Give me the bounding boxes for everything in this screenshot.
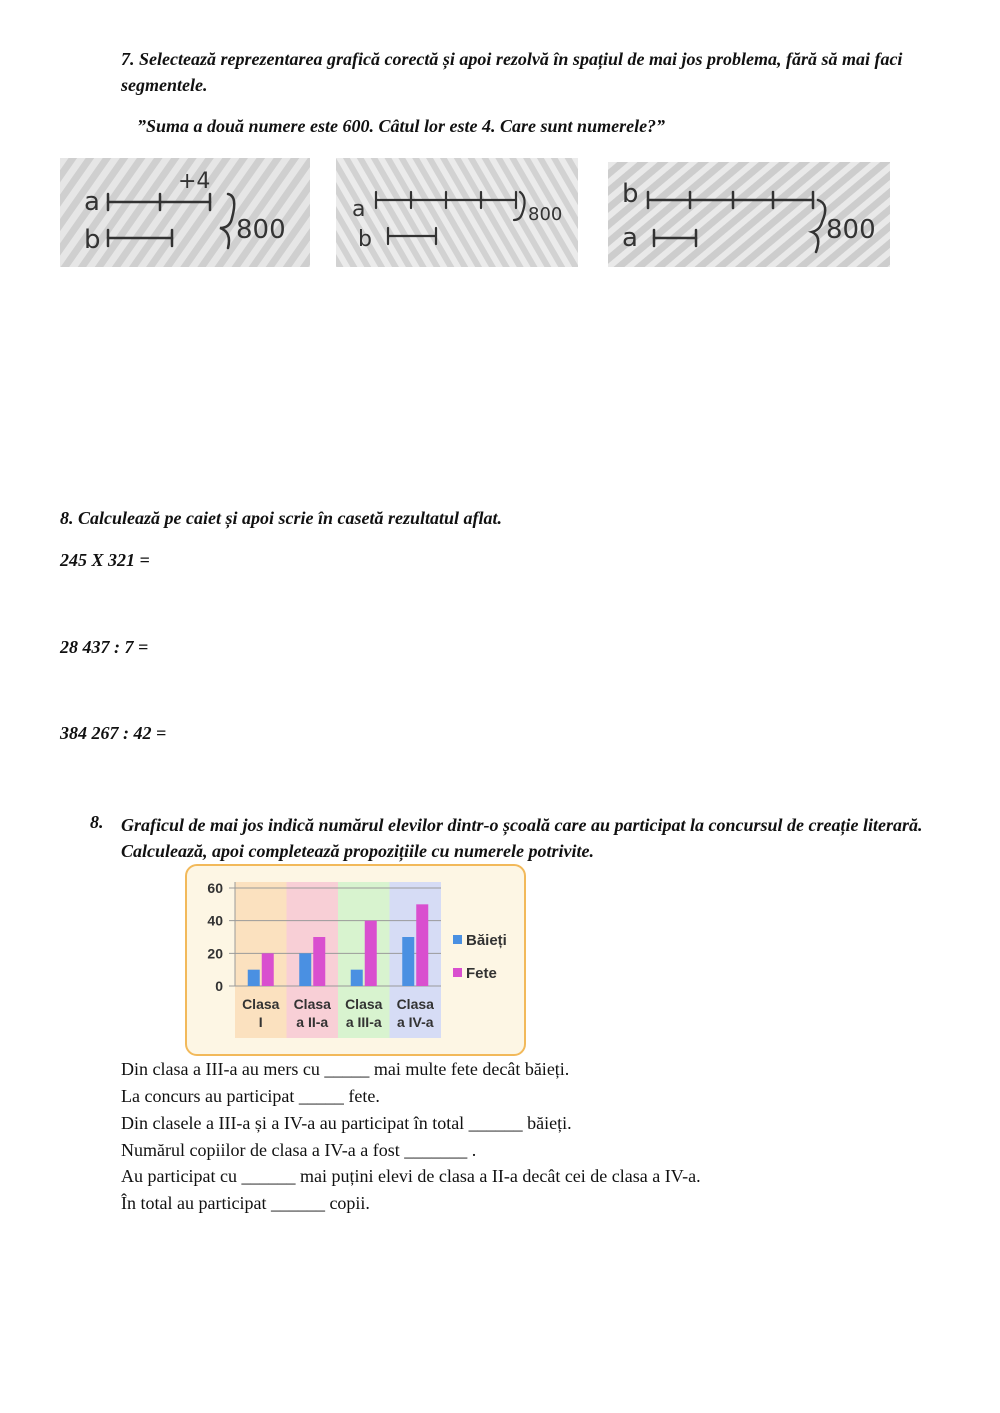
exercise-8-chart-number: 8. — [90, 812, 104, 832]
option-1-note: +4 — [178, 169, 211, 194]
bar-Fete-4 — [416, 904, 428, 986]
option-2-drawing — [336, 158, 578, 267]
sentence-3: Din clasele a III-a și a IV-a au participat în total ______ băieți. — [121, 1113, 572, 1133]
x-tick-label: Clasa — [396, 996, 434, 1012]
y-tick-label: 60 — [207, 880, 223, 896]
option-3-bottom-label: a — [622, 223, 638, 253]
bar-Fete-1 — [262, 953, 274, 986]
calc-item-2: 28 437 : 7 = — [60, 637, 149, 657]
sentence-5: Au participat cu ______ mai puțini elevi de clasa a II-a decât cei de clasa a IV-a. — [121, 1166, 701, 1186]
y-tick-label: 20 — [207, 945, 223, 962]
option-2-total: 800 — [528, 204, 563, 225]
calc-item-3: 384 267 : 42 = — [60, 723, 167, 743]
option-3-drawing — [608, 162, 890, 267]
y-tick-label: 0 — [215, 978, 223, 994]
chart-frame — [185, 864, 526, 1056]
legend-label: Fete — [466, 965, 497, 982]
bar-Fete-2 — [313, 937, 325, 986]
bar-Băieți-4 — [402, 937, 414, 986]
option-3-total: 800 — [826, 215, 876, 245]
sentence-2: La concurs au participat _____ fete. — [121, 1086, 380, 1106]
exercise-7-problem: ”Suma a două numere este 600. Câtul lor este 4. Care sunt numerele?” — [137, 116, 666, 136]
option-2-top-label: a — [352, 197, 366, 222]
option-1-image[interactable] — [60, 158, 310, 267]
option-3-image[interactable] — [608, 162, 890, 267]
bar-Băieți-3 — [351, 970, 363, 986]
bar-Băieți-1 — [248, 970, 260, 986]
x-tick-label: a II-a — [296, 1014, 329, 1030]
exercise-7-text: Selectează reprezentarea grafică corectă și apoi rezolvă în spațiul de mai jos problema, fără să mai faci segmentele. — [121, 49, 903, 95]
exercise-7-instruction — [121, 46, 941, 98]
option-1-top-label: a — [84, 187, 100, 217]
x-tick-label: I — [258, 1014, 263, 1030]
x-tick-label: a IV-a — [396, 1014, 434, 1030]
x-tick-label: a III-a — [345, 1014, 382, 1030]
students-bar-chart — [187, 866, 524, 1054]
legend-label: Băieți — [466, 932, 507, 949]
option-1-drawing — [60, 158, 310, 267]
option-1-bottom-label: b — [84, 225, 101, 255]
option-2-image[interactable] — [336, 158, 578, 267]
option-3-top-label: b — [622, 179, 639, 209]
exercise-8-chart-instruction: Graficul de mai jos indică numărul elevilor dintr-o școală care au participat la concursul de creație literară. Calculează, apoi completează propozițiile cu numerele potrivite. — [121, 815, 923, 861]
bar-Băieți-2 — [299, 953, 311, 986]
calc-item-1: 245 X 321 = — [60, 550, 150, 570]
option-2-bottom-label: b — [358, 227, 372, 252]
exercise-8-calc-instruction: 8. Calculează pe caiet și apoi scrie în casetă rezultatul aflat. — [60, 508, 502, 528]
legend-swatch-Băieți — [453, 935, 462, 944]
sentence-6: În total au participat ______ copii. — [121, 1193, 370, 1213]
option-1-total: 800 — [236, 215, 286, 245]
y-tick-label: 40 — [207, 912, 223, 929]
x-tick-label: Clasa — [345, 996, 383, 1012]
sentence-1: Din clasa a III-a au mers cu _____ mai multe fete decât băieți. — [121, 1059, 570, 1079]
bar-Fete-3 — [365, 921, 377, 986]
sentence-4: Numărul copiilor de clasa a IV-a a fost _______ . — [121, 1140, 477, 1160]
x-tick-label: Clasa — [293, 996, 331, 1012]
exercise-7-number: 7. — [121, 49, 135, 69]
legend-swatch-Fete — [453, 968, 462, 977]
x-tick-label: Clasa — [242, 996, 280, 1012]
